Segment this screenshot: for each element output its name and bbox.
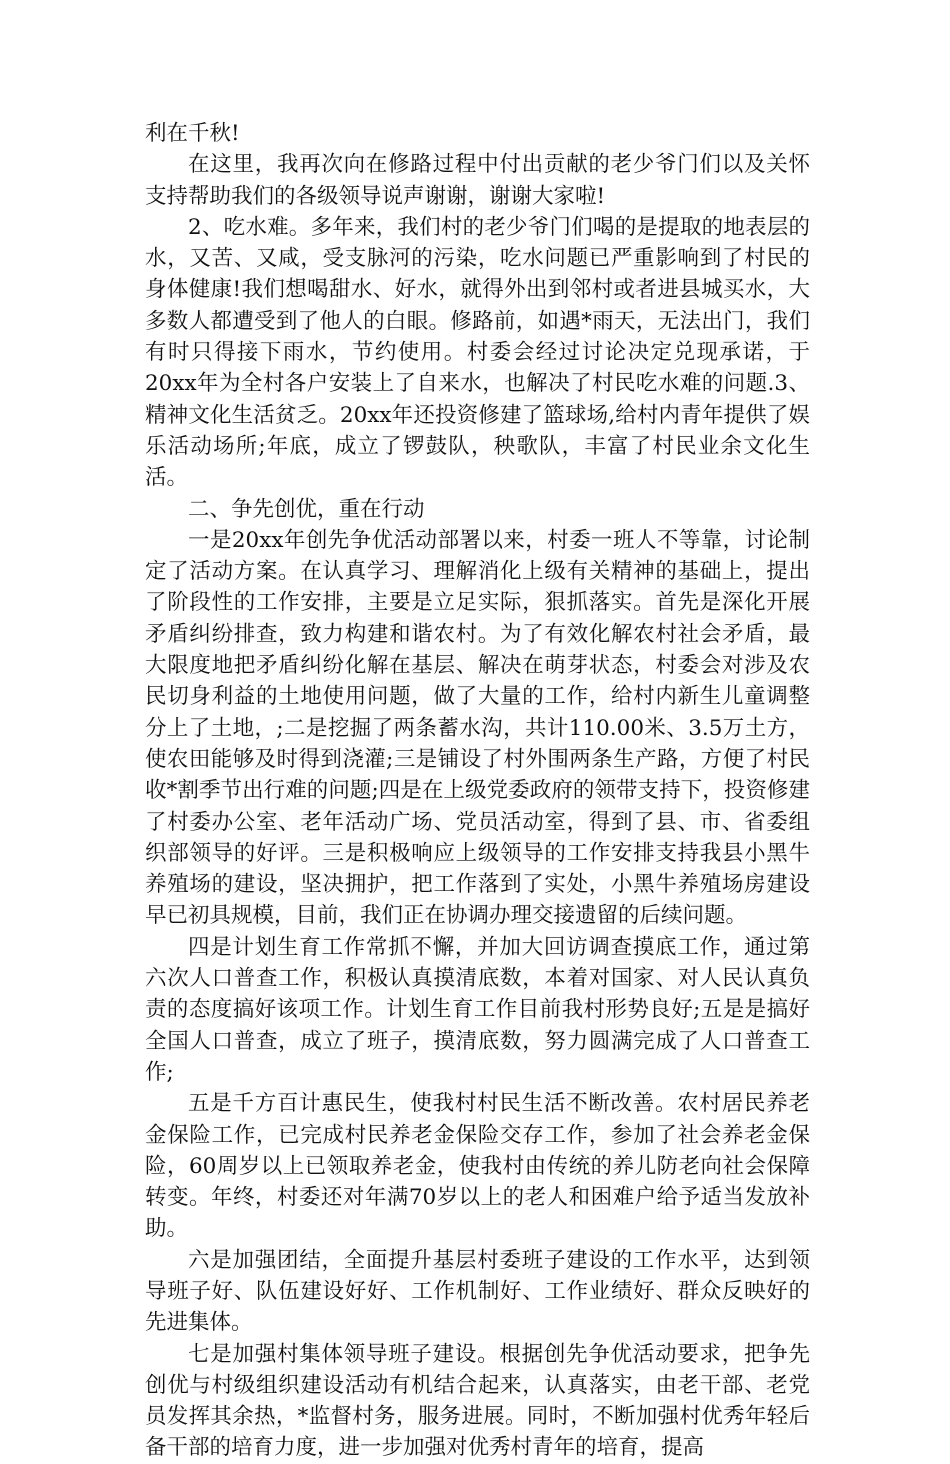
paragraph-2: 在这里，我再次向在修路过程中付出贡献的老少爷门们以及关怀支持帮助我们的各级领导说声谢谢，谢谢大家啦!	[145, 152, 810, 209]
paragraph-7: 五是千方百计惠民生，使我村村民生活不断改善。农村居民养老金保险工作，已完成村民养老金保险交存工作，参加了社会养老金保险，60周岁以上已领取养老金，使我村由传统的养儿防老向社会保障转变。年终，村委还对年满70岁以上的老人和困难户给予适当发放补助。	[145, 1091, 810, 1242]
paragraph-9: 七是加强村集体领导班子建设。根据创先争优活动要求，把争先创优与村级组织建设活动有机结合起来，认真落实，由老干部、老党员发挥其余热，*监督村务，服务进展。同时，不断加强村优秀年轻后备干部的培育力度，进一步加强对优秀村青年的培育，提高	[145, 1341, 810, 1461]
document-body	[145, 118, 810, 1464]
paragraph-8: 六是加强团结，全面提升基层村委班子建设的工作水平，达到领导班子好、队伍建设好好、工作机制好、工作业绩好、群众反映好的先进集体。	[145, 1247, 810, 1336]
paragraph-1: 利在千秋!	[145, 121, 240, 146]
paragraph-6: 四是计划生育工作常抓不懈，并加大回访调查摸底工作，通过第六次人口普查工作，积极认真摸清底数，本着对国家、对人民认真负责的态度搞好该项工作。计划生育工作目前我村形势良好;五是是搞好全国人口普查，成立了班子，摸清底数，努力圆满完成了人口普查工作;	[145, 934, 810, 1085]
paragraph-3: 2、吃水难。多年来，我们村的老少爷门们喝的是提取的地表层的水，又苦、又咸，受支脉河的污染，吃水问题已严重影响到了村民的身体健康!我们想喝甜水、好水，就得外出到邻村或者进县城买水，大多数人都遭受到了他人的白眼。修路前，如遇*雨天，无法出门，我们有时只得接下雨水，节约使用。村委会经过讨论决定兑现承诺，于20xx年为全村各户安装上了自来水，也解决了村民吃水难的问题.3、精神文化生活贫乏。20xx年还投资修建了篮球场,给村内青年提供了娱乐活动场所;年底，成立了锣鼓队，秧歌队，丰富了村民业余文化生活。	[145, 214, 810, 491]
section-heading: 二、争先创优，重在行动	[188, 496, 425, 522]
paragraph-5: 一是20xx年创先争优活动部署以来，村委一班人不等靠，讨论制定了活动方案。在认真学习、理解消化上级有关精神的基础上，提出了阶段性的工作安排，主要是立足实际，狠抓落实。首先是深化开展矛盾纠纷排查，致力构建和谐农村。为了有效化解农村社会矛盾，最大限度地把矛盾纠纷化解在基层、解决在萌芽状态，村委会对涉及农民切身利益的土地使用问题，做了大量的工作，给村内新生儿童调整分上了土地，;二是挖掘了两条蓄水沟，共计110.00米、3.5万土方，使农田能够及时得到浇灌;三是铺设了村外围两条生产路，方便了村民收*割季节出行难的问题;四是在上级党委政府的领带支持下，投资修建了村委办公室、老年活动广场、党员活动室，得到了县、市、省委组织部领导的好评。三是积极响应上级领导的工作安排支持我县小黑牛养殖场的建设，坚决拥护，把工作落到了实处，小黑牛养殖场房建设早已初具规模，目前，我们正在协调办理交接遗留的后续问题。	[145, 527, 810, 929]
